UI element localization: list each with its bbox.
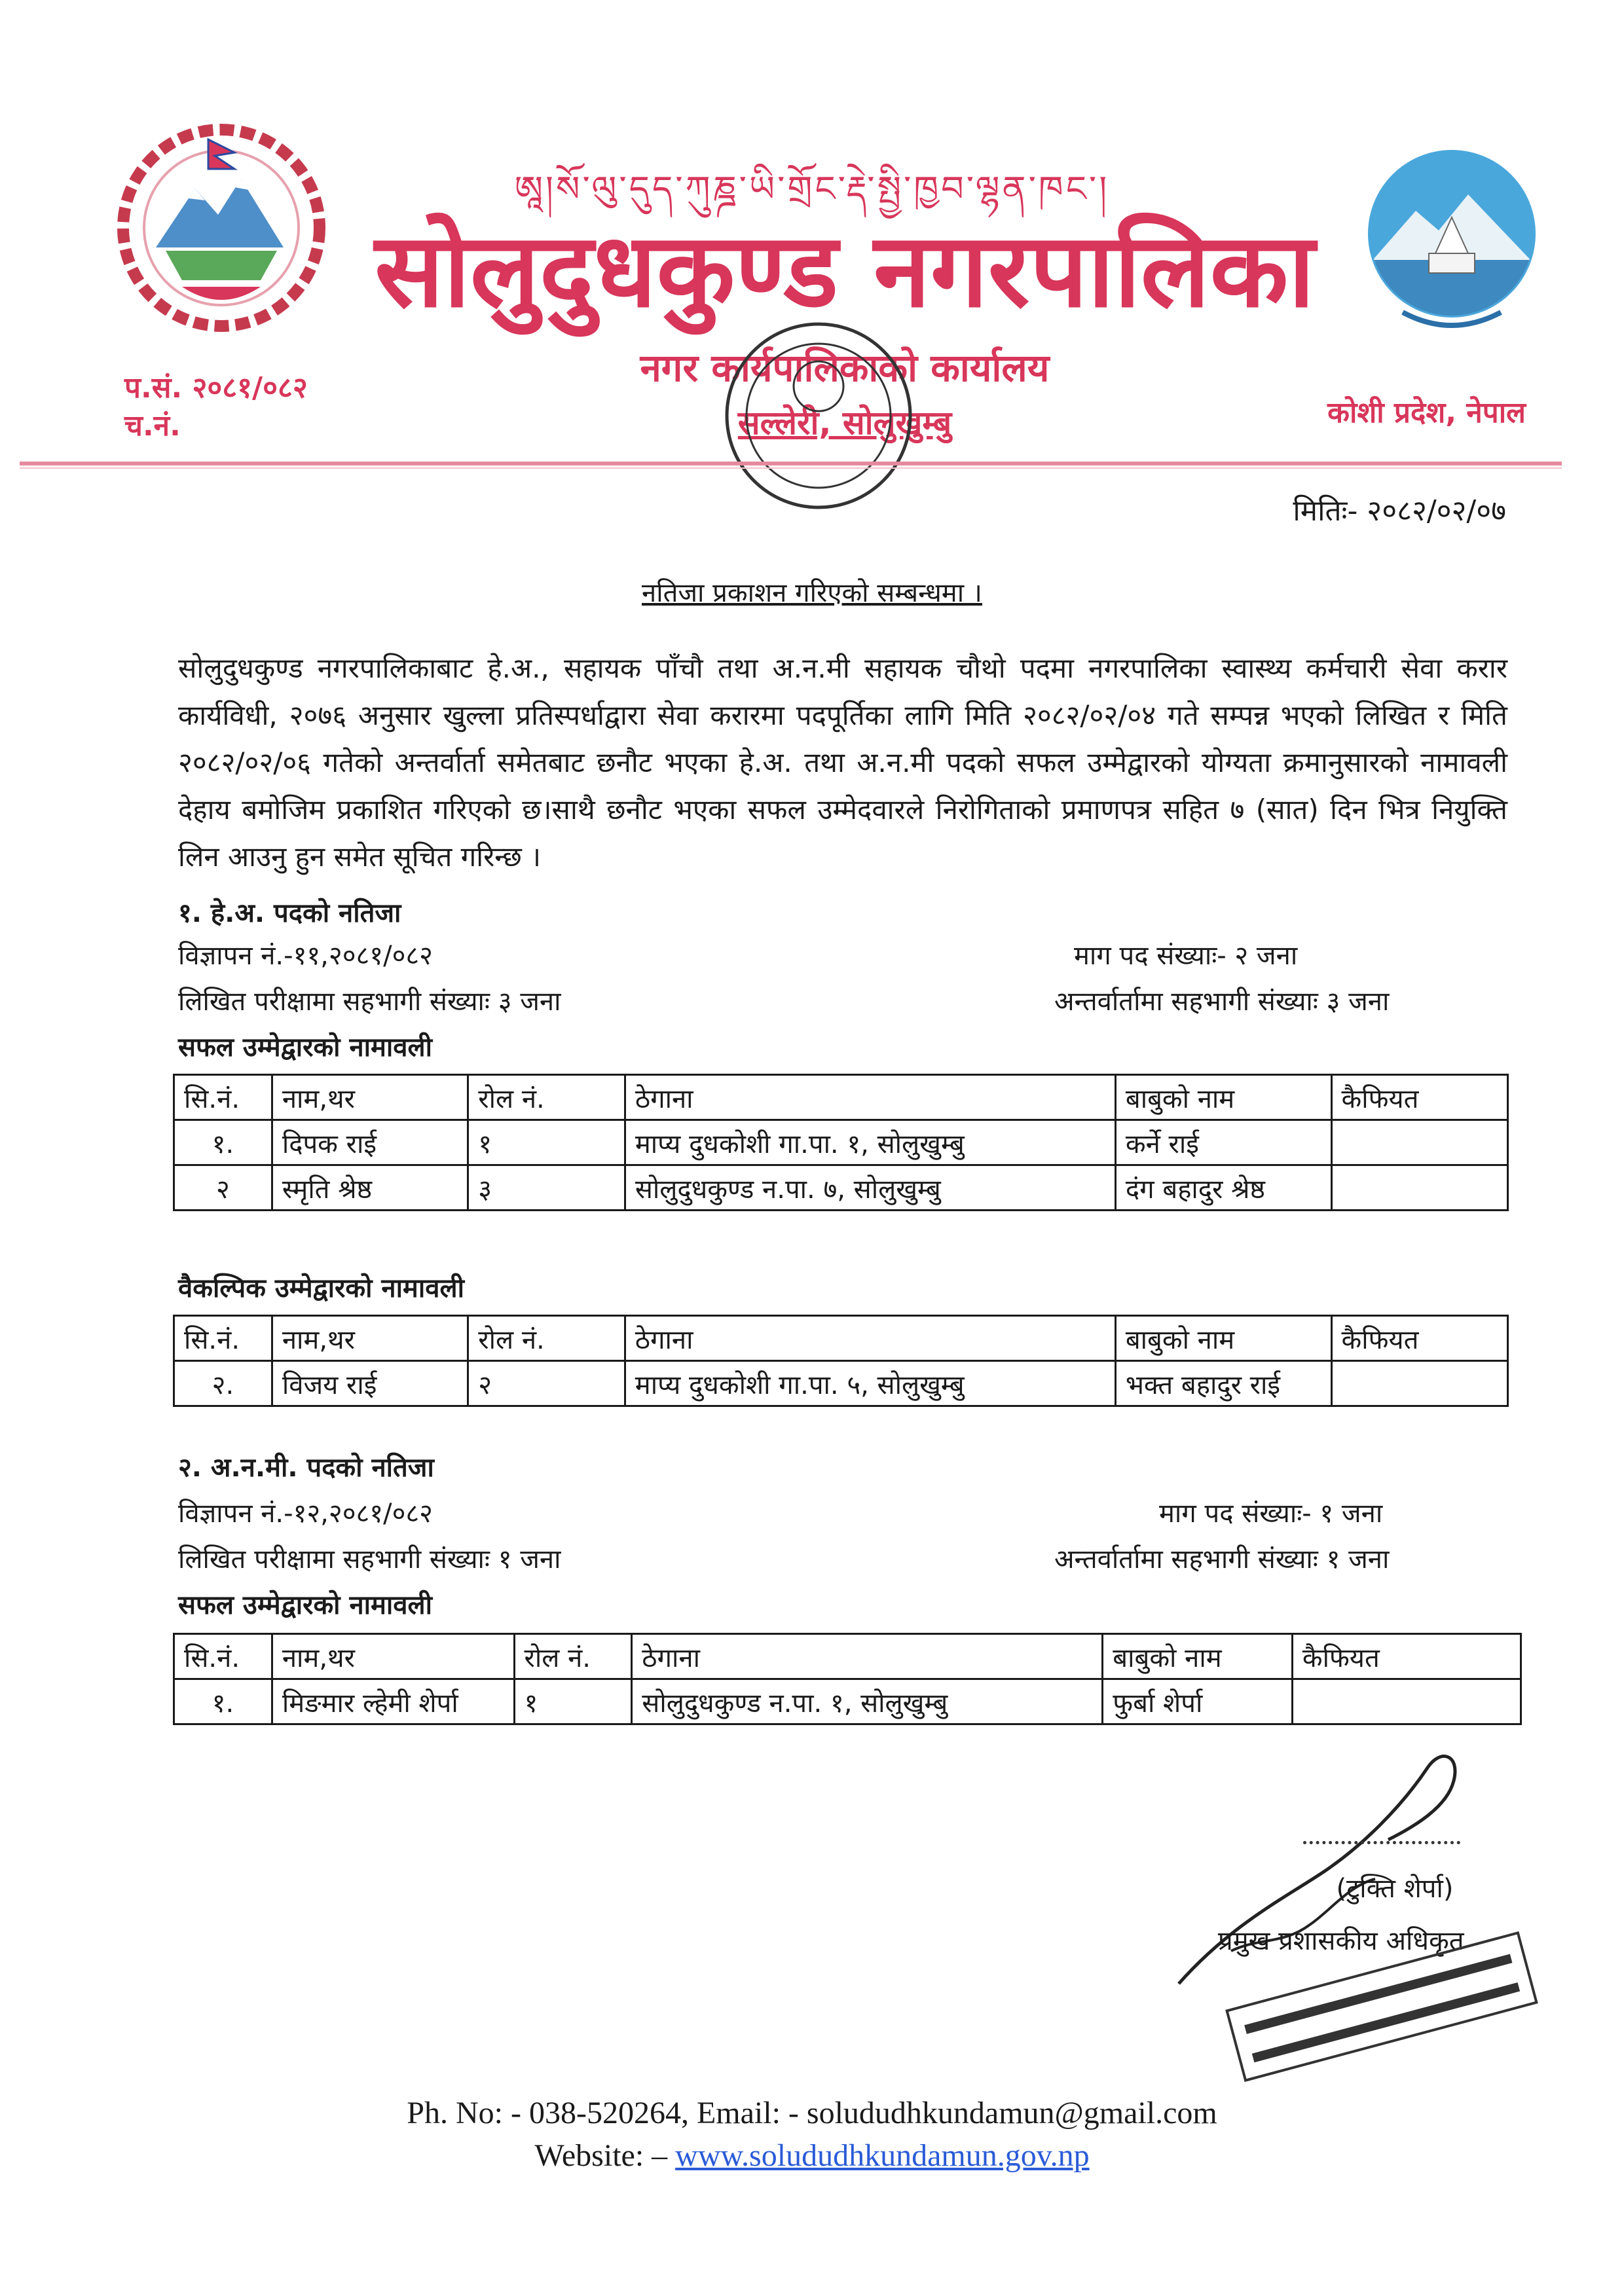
header-roll: रोल नं. bbox=[468, 1075, 625, 1120]
footer-contact: Ph. No: - 038-520264, Email: - solududhkundamun@gmail.com bbox=[407, 2096, 1217, 2130]
table-header-row bbox=[174, 1075, 1508, 1120]
table-row bbox=[174, 1120, 1508, 1165]
municipality-logo-icon bbox=[1357, 139, 1547, 342]
cell-serial: २. bbox=[174, 1361, 272, 1406]
section2-successful-heading: सफल उम्मेद्वारको नामावली bbox=[178, 1590, 433, 1620]
header-address: ठेगाना bbox=[632, 1634, 1103, 1679]
office-name: नगर कार्यपालिकाको कार्यालय bbox=[640, 346, 1050, 390]
cell-remarks bbox=[1331, 1361, 1507, 1406]
intro-paragraph: सोलुदुधकुण्ड नगरपालिकाबाट हे.अ., सहायक पाँचौ तथा अ.न.मी सहायक चौथो पदमा नगरपालिका स्वास्थ्य कर्मचारी सेवा करार कार्यविधी, २०७६ अनुसार खुल्ला प्रतिस्पर्धाद्वारा सेवा करारमा पदपूर्तिका लागि मिति २०८२/०२/०४ गते सम्पन्न भएको लिखित र मिति २०८२/०२/०६ गतेको अन्तर्वार्ता समेतबाट छनौट भएका हे.अ. तथा अ.न.मी पदको सफल उम्मेद्वारको योग्यता क्रमानुसारको नामावली देहाय बमोजिम प्रकाशित गरिएको छ।साथै छनौट भएका सफल उम्मेदवारले निरोगिताको प्रमाणपत्र सहित ७ (सात) दिन भित्र नियुक्ति लिन आउनु हुन समेत सूचित गरिन्छ । bbox=[178, 652, 1507, 873]
letter-date: मितिः- २०८२/०२/०७ bbox=[1293, 494, 1506, 528]
cell-father-name: भक्त बहादुर राई bbox=[1115, 1361, 1331, 1406]
table-section1-successful bbox=[173, 1074, 1509, 1211]
header-father-name: बाबुको नाम bbox=[1115, 1316, 1331, 1361]
table-row bbox=[174, 1679, 1521, 1724]
header-remarks: कैफियत bbox=[1292, 1634, 1521, 1679]
header-serial: सि.नं. bbox=[174, 1316, 272, 1361]
table-row bbox=[174, 1361, 1508, 1406]
ref-chn: च.नं. bbox=[124, 409, 181, 443]
office-stamp bbox=[694, 308, 943, 524]
section2-interview-count: अन्तर्वार्तामा सहभागी संख्याः १ जना bbox=[1054, 1544, 1390, 1575]
cell-serial: २ bbox=[174, 1165, 272, 1211]
section1-successful-heading: सफल उम्मेद्वारको नामावली bbox=[178, 1032, 433, 1063]
signatory-name: (टुक्ति शेर्पा) bbox=[1336, 1874, 1454, 1904]
header-remarks: कैफियत bbox=[1331, 1316, 1507, 1361]
section1-written-count: लिखित परीक्षामा सहभागी संख्याः ३ जना bbox=[178, 987, 561, 1017]
table-section2-successful bbox=[173, 1633, 1522, 1725]
footer-website-line bbox=[196, 2138, 1428, 2174]
header-name: नाम,थर bbox=[272, 1316, 468, 1361]
section1-alternate-heading: वैकल्पिक उम्मेद्वारको नामावली bbox=[178, 1273, 464, 1303]
table-row bbox=[174, 1165, 1508, 1211]
header-father-name: बाबुको नाम bbox=[1115, 1075, 1331, 1120]
cell-roll: २ bbox=[468, 1361, 625, 1406]
cell-address: माप्य दुधकोशी गा.पा. १, सोलुखुम्बु bbox=[625, 1120, 1115, 1165]
header-name: नाम,थर bbox=[272, 1075, 468, 1120]
table-header-row bbox=[174, 1316, 1508, 1361]
table-section1-alternate bbox=[173, 1315, 1509, 1407]
section1-posts: माग पद संख्याः- २ जना bbox=[1074, 941, 1298, 971]
cell-address: सोलुदुधकुण्ड न.पा. १, सोलुखुम्बु bbox=[632, 1679, 1103, 1724]
cell-remarks bbox=[1292, 1679, 1521, 1724]
cell-address: सोलुदुधकुण्ड न.पा. ७, सोलुखुम्बु bbox=[625, 1165, 1115, 1211]
tibetan-title: ཨཱ།སོ་ལུ་དུད་ཀུཎྜ་ཡི་གྲོང་རྡེ་སྤྱི་ཁྱབ་ལྷན་ཁང་། bbox=[514, 168, 1110, 210]
header-serial: सि.नं. bbox=[174, 1075, 272, 1120]
cell-remarks bbox=[1331, 1165, 1508, 1211]
header-remarks: कैफियत bbox=[1331, 1075, 1508, 1120]
section2-written-count: लिखित परीक्षामा सहभागी संख्याः १ जना bbox=[178, 1544, 561, 1575]
section2-posts: माग पद संख्याः- १ जना bbox=[1159, 1499, 1383, 1529]
cell-address: माप्य दुधकोशी गा.पा. ५, सोलुखुम्बु bbox=[625, 1361, 1115, 1406]
cell-roll: ३ bbox=[468, 1165, 625, 1211]
section1-advert-no: विज्ञापन नं.-११,२०८१/०८२ bbox=[178, 941, 433, 971]
header-address: ठेगाना bbox=[625, 1316, 1115, 1361]
subject: नतिजा प्रकाशन गरिएको सम्बन्धमा । bbox=[642, 578, 982, 608]
table-header-row bbox=[174, 1634, 1521, 1679]
cell-father-name: फुर्बा शेर्पा bbox=[1103, 1679, 1293, 1724]
header-name: नाम,थर bbox=[272, 1634, 514, 1679]
org-name: सोलुदुधकुण्ड नगरपालिका bbox=[375, 211, 1315, 330]
header-address: ठेगाना bbox=[625, 1075, 1115, 1120]
cell-serial: १. bbox=[174, 1679, 272, 1724]
signatory-title: प्रमुख प्रशासकीय अधिकृत bbox=[1218, 1926, 1464, 1956]
header-roll: रोल नं. bbox=[514, 1634, 632, 1679]
cell-serial: १. bbox=[174, 1120, 272, 1165]
website-link[interactable]: www.solududhkundamun.gov.np bbox=[675, 2138, 1090, 2173]
nepal-emblem-icon bbox=[110, 117, 333, 333]
cell-name: स्मृति श्रेष्ठ bbox=[272, 1165, 468, 1211]
header-roll: रोल नं. bbox=[468, 1316, 625, 1361]
header-serial: सि.नं. bbox=[174, 1634, 272, 1679]
cell-roll: १ bbox=[514, 1679, 632, 1724]
header-rule bbox=[20, 462, 1562, 465]
ref-ps: प.सं. २०८१/०८२ bbox=[124, 371, 308, 405]
cell-name: मिङमार ल्हेमी शेर्पा bbox=[272, 1679, 514, 1724]
signature-line bbox=[1303, 1841, 1460, 1844]
section1-title: १. हे.अ. पदको नतिजा bbox=[178, 898, 401, 928]
footer-website-label: Website: – bbox=[534, 2138, 676, 2173]
section2-advert-no: विज्ञापन नं.-१२,२०८१/०८२ bbox=[178, 1499, 433, 1529]
cell-roll: १ bbox=[468, 1120, 625, 1165]
cell-name: विजय राई bbox=[272, 1361, 468, 1406]
cell-father-name: दंग बहादुर श्रेष्ठ bbox=[1115, 1165, 1331, 1211]
office-place: सल्लेरी, सोलुखुम्बु bbox=[737, 404, 952, 442]
province: कोशी प्रदेश, नेपाल bbox=[1327, 396, 1526, 429]
cell-father-name: कर्ने राई bbox=[1115, 1120, 1331, 1165]
designation-rubber-stamp bbox=[1205, 1931, 1559, 2082]
section1-interview-count: अन्तर्वार्तामा सहभागी संख्याः ३ जना bbox=[1054, 987, 1390, 1017]
cell-name: दिपक राई bbox=[272, 1120, 468, 1165]
section2-title: २. अ.न.मी. पदको नतिजा bbox=[178, 1453, 434, 1483]
header-father-name: बाबुको नाम bbox=[1103, 1634, 1293, 1679]
header-rule-thin bbox=[20, 467, 1562, 469]
cell-remarks bbox=[1331, 1120, 1508, 1165]
